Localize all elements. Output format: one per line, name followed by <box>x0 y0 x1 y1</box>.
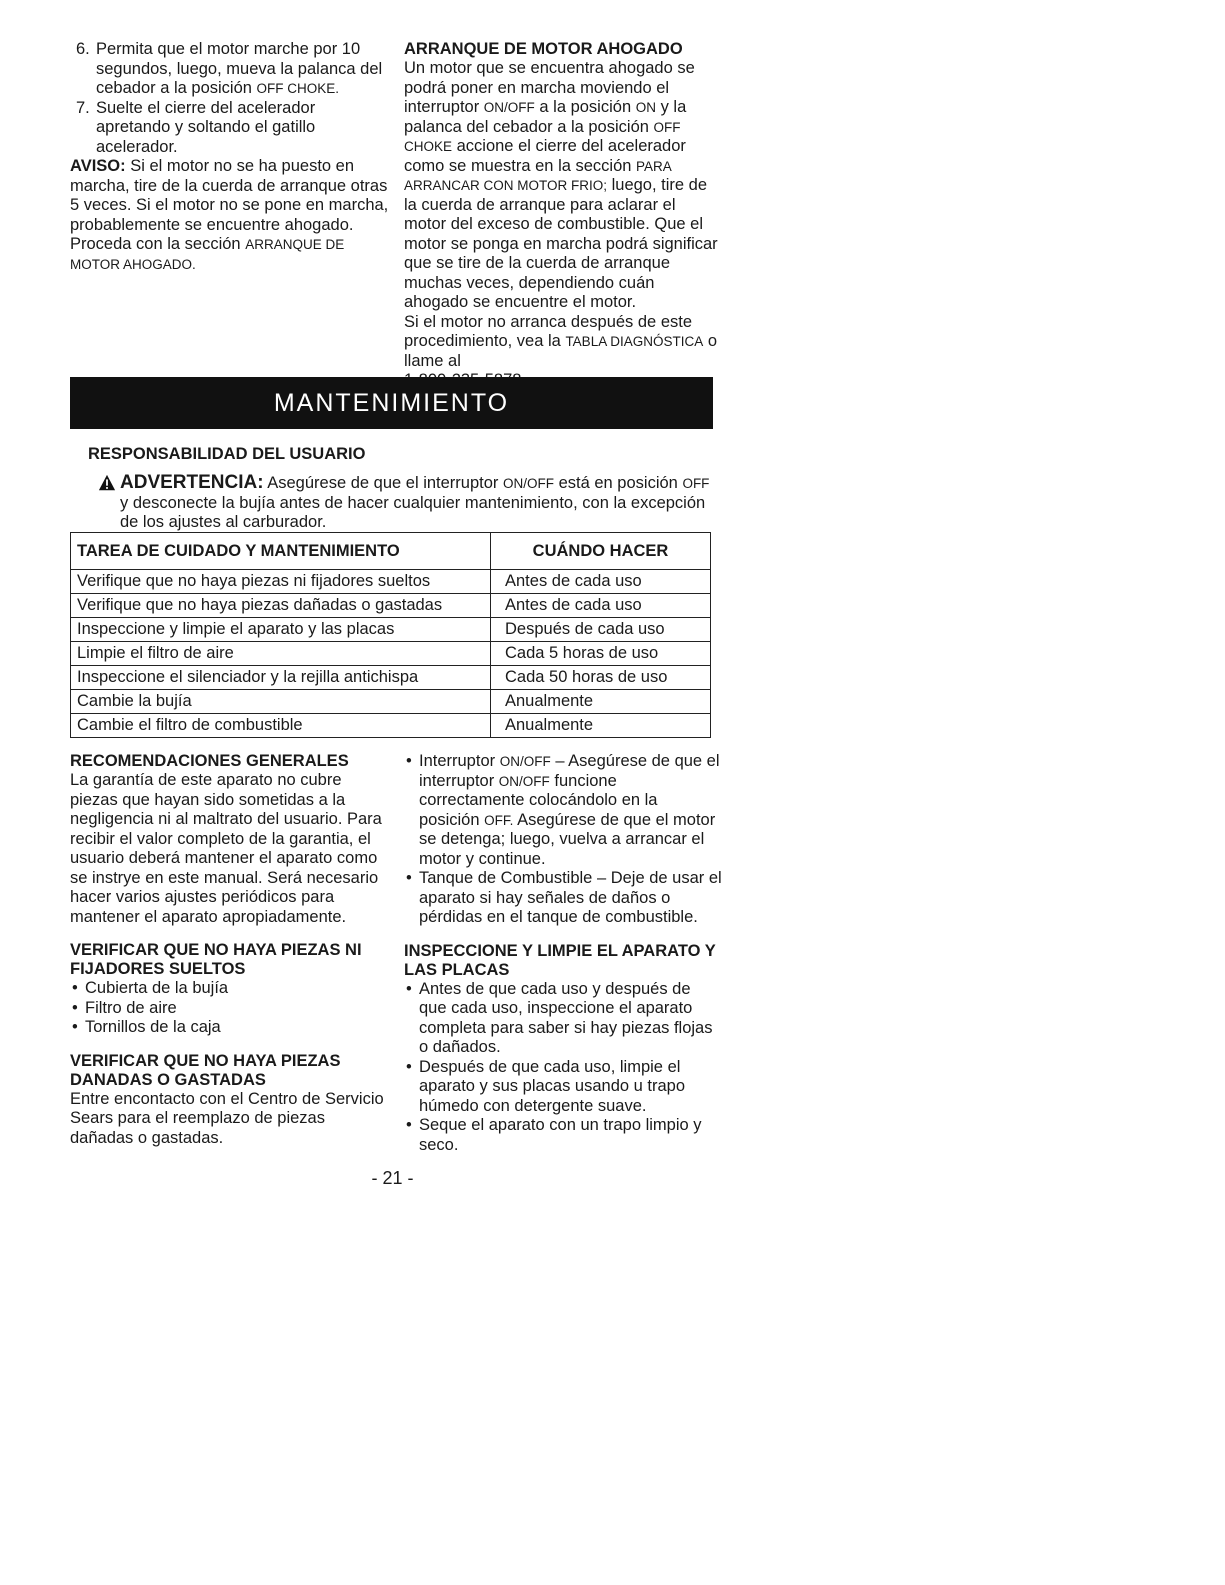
recommendations-column <box>70 752 392 1148</box>
text-smallcaps: ON/OFF <box>483 100 535 115</box>
text-smallcaps: OFF <box>682 476 710 491</box>
text-smallcaps: TABLA DIAGNÓSTICA <box>565 334 704 349</box>
flooded-heading: ARRANQUE DE MOTOR AHOGADO <box>404 40 683 58</box>
text-smallcaps: ON/OFF <box>498 773 550 789</box>
section-banner <box>70 377 713 429</box>
step-number: 6. <box>76 40 90 58</box>
table-row <box>71 666 711 690</box>
when-cell: Antes de cada uso <box>491 594 711 618</box>
text-smallcaps: PARA ARRANCAR CON MOTOR FRIO; <box>404 158 672 193</box>
loose-parts-list <box>70 979 392 1038</box>
step-number: 7. <box>76 98 90 117</box>
when-cell: Después de cada uso <box>491 618 711 642</box>
table-row <box>71 618 711 642</box>
step-smallcaps: OFF CHOKE. <box>256 81 340 96</box>
spacer <box>404 928 722 942</box>
spacer <box>70 1038 392 1052</box>
text-run: a la posición <box>539 98 632 116</box>
flooded-engine-section <box>404 40 722 391</box>
text-run: Si el motor no arranca después de este procedimiento, vea la <box>404 312 693 350</box>
text-run: o llame al <box>404 332 718 370</box>
table-row <box>71 642 711 666</box>
task-cell: Inspeccione el silenciador y la rejilla antichispa <box>71 666 491 690</box>
damaged-parts-heading: VERIFICAR QUE NO HAYA PIEZAS DANADAS O GASTADAS <box>70 1051 341 1089</box>
text-run: – Asegúrese de que el interruptor <box>419 752 720 790</box>
warning-title: ADVERTENCIA: <box>120 472 264 493</box>
step-text: Permita que el motor marche por 10 segundos, luego, mueva la palanca del cebador a la posición <box>96 40 383 97</box>
text-run: y la palanca del cebador a la posición <box>404 98 687 136</box>
text-smallcaps: ON/OFF <box>499 754 551 769</box>
step-7 <box>70 99 390 158</box>
spacer <box>70 927 392 941</box>
aviso-note <box>70 157 390 274</box>
recommendations-text: La garantía de este aparato no cubre piezas que hayan sido sometidas a la negligencia ni al maltrato del usuario. Para recibir el valor completo de la garantia, el usuario deberá mantener el aparato como se instrye en este manual. Será necesario hacer varios ajustes periódicos para mantener el aparato apropiadamente. <box>70 771 382 926</box>
when-cell: Anualmente <box>491 690 711 714</box>
warning-triangle-icon <box>98 474 116 492</box>
recommendations-heading: RECOMENDACIONES GENERALES <box>70 752 349 770</box>
banner-title: MANTENIMIENTO <box>273 388 510 417</box>
text-run: luego, tire de la cuerda de arranque para aclarar el motor del exceso de combustible. Que el motor se ponga en marcha podrá significar que se tire de la cuerda de arranque muchas veces, dependiendo cuán ahogado se encuentre el motor. <box>404 176 718 311</box>
task-cell: Cambie la bujía <box>71 690 491 714</box>
warning-block <box>88 473 713 533</box>
table-row <box>71 570 711 594</box>
maintenance-table <box>70 532 711 738</box>
text-run: Interruptor <box>419 752 496 770</box>
list-item: • Cubierta de la bujía <box>70 979 392 999</box>
text-smallcaps: OFF. <box>484 812 514 828</box>
aviso-section-ref: ARRANQUE DE MOTOR AHOGADO. <box>70 237 345 272</box>
list-item: • Antes de que cada uso y después de que cada uso, inspeccione el aparato completa para saber si hay piezas flojas o dañados. <box>404 980 722 1058</box>
header-task: TAREA DE CUIDADO Y MANTENIMIENTO <box>71 533 491 570</box>
task-cell: Verifique que no haya piezas dañadas o gastadas <box>71 594 491 618</box>
when-cell: Cada 5 horas de uso <box>491 642 711 666</box>
list-item: • Tanque de Combustible – Deje de usar el aparato si hay señales de daños o pérdidas en el tanque de combustible. <box>404 869 722 928</box>
inspect-heading: INSPECCIONE Y LIMPIE EL APARATO Y LAS PLACAS <box>404 941 716 979</box>
page-number: - 21 - <box>371 1168 414 1188</box>
when-cell: Cada 50 horas de uso <box>491 666 711 690</box>
steps-column <box>70 40 390 274</box>
step-list <box>70 40 390 157</box>
table-row <box>71 594 711 618</box>
text-run: Un motor que se encuentra ahogado se podrá poner en marcha moviendo el interruptor <box>404 59 695 116</box>
when-cell: Antes de cada uso <box>491 570 711 594</box>
text-run: está en posición <box>558 474 678 492</box>
table-row <box>71 690 711 714</box>
list-item: • Filtro de aire <box>70 999 392 1019</box>
text-run: Asegúrese de que el interruptor <box>267 474 499 492</box>
header-when: CUÁNDO HACER <box>491 533 711 570</box>
step-text: Suelte el cierre del acelerador apretando y soltando el gatillo acelerador. <box>96 98 316 156</box>
checks-column <box>404 752 722 1155</box>
task-cell: Verifique que no haya piezas ni fijadores sueltos <box>71 570 491 594</box>
task-cell: Inspeccione y limpie el aparato y las placas <box>71 618 491 642</box>
list-item: • Tornillos de la caja <box>70 1018 392 1038</box>
text-run: Asegúrese de que el motor se detenga; luego, vuelva a arrancar el motor y continue. <box>419 810 716 868</box>
list-item <box>404 752 722 869</box>
list-item: • Seque el aparato con un trapo limpio y seco. <box>404 1116 722 1155</box>
responsibility-heading: RESPONSABILIDAD DEL USUARIO <box>88 445 366 463</box>
text-smallcaps: OFF CHOKE <box>404 119 681 154</box>
task-cell: Cambie el filtro de combustible <box>71 714 491 738</box>
flooded-text <box>404 59 722 313</box>
text-run: y desconecte la bujía antes de hacer cualquier mantenimiento, con la excepción de los ajustes al carburador. <box>120 493 706 531</box>
when-cell: Anualmente <box>491 714 711 738</box>
loose-parts-heading: VERIFICAR QUE NO HAYA PIEZAS NI FIJADORES SUELTOS <box>70 941 362 978</box>
table-row <box>71 714 711 738</box>
list-item: • Después de que cada uso, limpie el aparato y sus placas usando u trapo húmedo con detergente suave. <box>404 1058 722 1117</box>
text-run: funcione correctamente colocándolo en la posición <box>419 771 658 829</box>
task-cell: Limpie el filtro de aire <box>71 642 491 666</box>
inspect-list <box>404 980 722 1156</box>
user-responsibility <box>88 445 713 533</box>
text-smallcaps: ON/OFF <box>503 476 554 491</box>
table-header-row <box>71 533 711 570</box>
text-smallcaps: ON <box>635 100 656 115</box>
damaged-parts-text: Entre encontacto con el Centro de Servicio Sears para el reemplazo de piezas dañadas o gastadas. <box>70 1089 384 1147</box>
step-6 <box>70 40 390 99</box>
checks-list <box>404 752 722 928</box>
aviso-label: AVISO: <box>70 157 126 175</box>
text-run: accione el cierre del acelerador como se muestra en la sección <box>404 137 686 175</box>
aviso-text: Si el motor no se ha puesto en marcha, tire de la cuerda de arranque otras 5 veces. Si el motor no se pone en marcha, probablemente se encuentre ahogado. Proceda con la sección <box>70 157 389 253</box>
